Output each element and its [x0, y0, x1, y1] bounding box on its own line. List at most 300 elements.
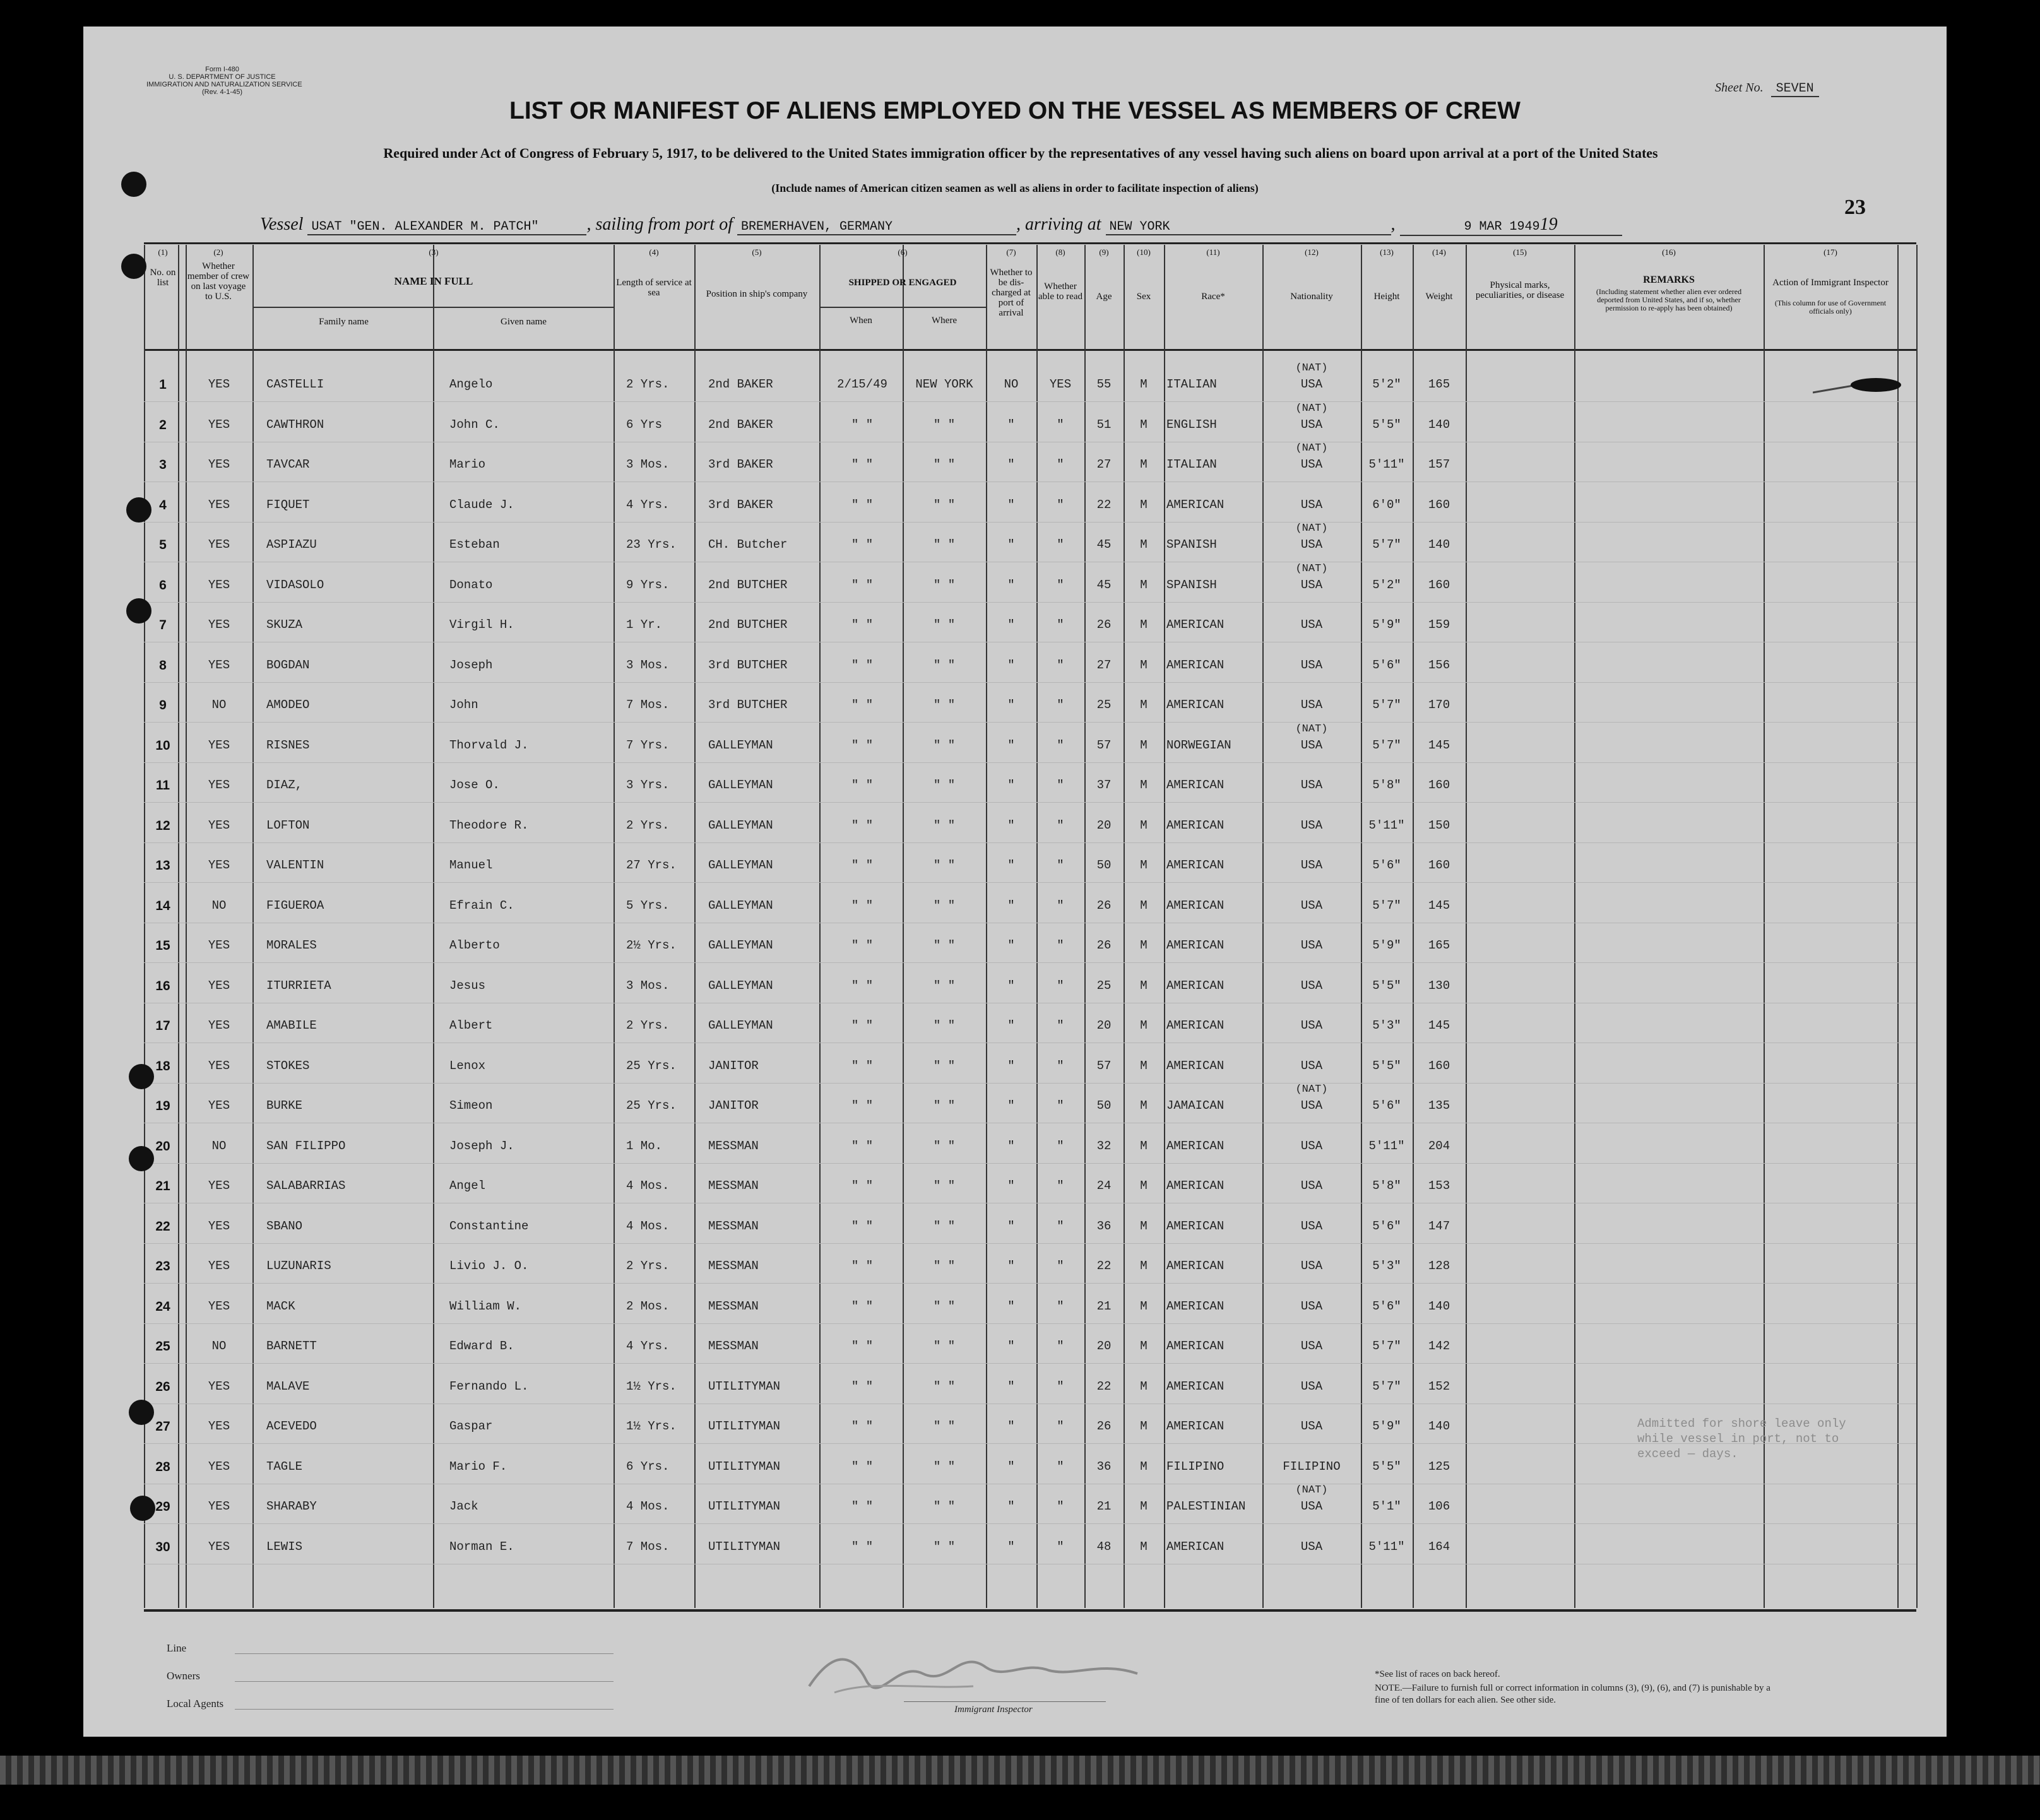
ink-mark [1813, 374, 1901, 399]
row-3-nationality: USA [1300, 458, 1323, 471]
row-11-age: 37 [1096, 778, 1112, 792]
row-11-given: Jose O. [449, 778, 500, 792]
row-4-given: Claude J. [449, 497, 514, 512]
row-3-where: " " [933, 458, 956, 471]
row-20-sex: M [1140, 1138, 1148, 1153]
row-3-family: TAVCAR [266, 458, 310, 471]
row-8-race: AMERICAN [1166, 658, 1225, 672]
row-14-prior: NO [211, 898, 227, 913]
row-rule [144, 1083, 1916, 1084]
row-23-when: " " [851, 1259, 874, 1273]
row-2-where: " " [933, 417, 956, 432]
row-8-no: 8 [159, 658, 167, 673]
row-10-discharged: " [1007, 738, 1015, 752]
row-rule [144, 1163, 1916, 1164]
row-rule [144, 1243, 1916, 1244]
row-10-race: NORWEGIAN [1166, 738, 1231, 752]
row-11-family: DIAZ, [266, 778, 303, 792]
row-19-nationality: USA [1300, 1099, 1323, 1113]
row-2-family: CAWTHRON [266, 417, 324, 432]
row-17-when: " " [851, 1019, 874, 1032]
punch-hole [130, 1496, 155, 1521]
page-number: 23 [1844, 196, 1866, 219]
row-22-where: " " [933, 1219, 956, 1233]
row-20-where: " " [933, 1138, 956, 1153]
requirement-note: (Include names of American citizen seamen as well as aliens in order to facilitate inspection of aliens) [771, 182, 1259, 194]
row-28-no: 28 [155, 1459, 170, 1474]
row-24-position: MESSMAN [708, 1299, 759, 1313]
row-30-prior: YES [208, 1539, 230, 1554]
row-20-discharged: " [1007, 1138, 1015, 1153]
film-edge-stripe [0, 1756, 2040, 1785]
col-discharged: Whether to be dis-charged at port of arrival [990, 268, 1033, 318]
row-12-read: " [1057, 818, 1064, 832]
row-15-age: 26 [1096, 938, 1112, 952]
row-21-race: AMERICAN [1166, 1179, 1225, 1193]
row-21-where: " " [933, 1179, 956, 1193]
row-10-read: " [1057, 738, 1064, 752]
punch-hole [126, 497, 151, 523]
row-13-prior: YES [208, 858, 230, 872]
row-15-position: GALLEYMAN [708, 938, 773, 952]
row-19-age: 50 [1096, 1099, 1112, 1113]
row-14-family: FIGUEROA [266, 898, 324, 913]
row-7-no: 7 [159, 618, 167, 632]
row-18-height: 5'5" [1372, 1058, 1401, 1073]
col-remarks: REMARKS [1643, 275, 1695, 285]
row-18-where: " " [933, 1058, 956, 1073]
row-3-naturalized: (NAT) [1295, 442, 1328, 454]
row-20-position: MESSMAN [708, 1138, 759, 1153]
col-height: Height [1373, 292, 1400, 302]
col-race: Race* [1201, 292, 1225, 302]
row-20-height: 5'11" [1368, 1138, 1405, 1153]
row-16-weight: 130 [1428, 978, 1450, 993]
row-21-service: 4 Mos. [626, 1179, 670, 1193]
row-23-position: MESSMAN [708, 1259, 759, 1273]
row-11-sex: M [1140, 778, 1148, 792]
row-3-no: 3 [159, 458, 167, 472]
row-14-no: 14 [155, 898, 170, 913]
row-24-family: MACK [266, 1299, 295, 1313]
row-12-prior: YES [208, 818, 230, 832]
row-21-age: 24 [1096, 1179, 1112, 1193]
inspector-label: Immigrant Inspector [954, 1705, 1033, 1715]
row-3-prior: YES [208, 458, 230, 471]
row-24-service: 2 Mos. [626, 1299, 670, 1313]
row-13-sex: M [1140, 858, 1148, 872]
row-16-sex: M [1140, 978, 1148, 993]
row-1-naturalized: (NAT) [1295, 362, 1328, 374]
row-9-height: 5'7" [1372, 698, 1401, 712]
row-23-prior: YES [208, 1259, 230, 1273]
row-28-height: 5'5" [1372, 1459, 1401, 1474]
row-rule [144, 1323, 1916, 1324]
row-2-discharged: " [1007, 417, 1015, 432]
row-15-given: Alberto [449, 938, 500, 952]
row-8-service: 3 Mos. [626, 658, 670, 672]
row-8-height: 5'6" [1372, 658, 1401, 672]
row-4-where: " " [933, 497, 956, 512]
row-29-weight: 106 [1428, 1499, 1450, 1513]
row-10-sex: M [1140, 738, 1148, 752]
row-16-race: AMERICAN [1166, 978, 1225, 993]
row-14-age: 26 [1096, 898, 1112, 913]
row-13-race: AMERICAN [1166, 858, 1225, 872]
row-4-nationality: USA [1300, 497, 1323, 512]
row-30-discharged: " [1007, 1539, 1015, 1554]
row-23-discharged: " [1007, 1259, 1015, 1273]
row-6-age: 45 [1096, 577, 1112, 592]
row-28-where: " " [933, 1459, 956, 1474]
row-16-where: " " [933, 978, 956, 993]
row-7-service: 1 Yr. [626, 618, 663, 632]
row-1-where: NEW YORK [915, 377, 973, 391]
row-9-family: AMODEO [266, 698, 310, 712]
row-6-no: 6 [159, 577, 167, 593]
row-12-height: 5'11" [1368, 818, 1405, 832]
row-14-when: " " [851, 898, 874, 913]
row-22-sex: M [1140, 1219, 1148, 1233]
row-12-race: AMERICAN [1166, 818, 1225, 832]
row-29-where: " " [933, 1499, 956, 1513]
row-11-service: 3 Yrs. [626, 778, 670, 792]
row-12-where: " " [933, 818, 956, 832]
row-21-discharged: " [1007, 1179, 1015, 1193]
col-physical-marks: Physical marks, peculiarities, or disease [1475, 280, 1565, 300]
row-19-race: JAMAICAN [1166, 1099, 1225, 1113]
row-26-height: 5'7" [1372, 1379, 1401, 1393]
row-rule [144, 682, 1916, 683]
row-17-discharged: " [1007, 1019, 1015, 1032]
row-rule [144, 1363, 1916, 1364]
row-27-given: Gaspar [449, 1419, 493, 1433]
row-16-read: " [1057, 978, 1064, 993]
row-20-service: 1 Mo. [626, 1138, 663, 1153]
row-19-no: 19 [155, 1099, 170, 1113]
row-21-position: MESSMAN [708, 1179, 759, 1193]
row-17-height: 5'3" [1372, 1019, 1401, 1032]
row-24-sex: M [1140, 1299, 1148, 1313]
row-10-nationality: USA [1300, 738, 1323, 752]
row-12-service: 2 Yrs. [626, 818, 670, 832]
row-27-family: ACEVEDO [266, 1419, 317, 1433]
row-25-family: BARNETT [266, 1339, 317, 1353]
row-11-read: " [1057, 778, 1064, 792]
row-3-service: 3 Mos. [626, 458, 670, 471]
row-8-weight: 156 [1428, 658, 1450, 672]
row-25-position: MESSMAN [708, 1339, 759, 1353]
row-3-height: 5'11" [1368, 458, 1405, 471]
row-15-sex: M [1140, 938, 1148, 952]
row-20-no: 20 [155, 1138, 170, 1154]
col-position: Position in ship's company [706, 289, 808, 299]
row-13-nationality: USA [1300, 858, 1323, 872]
row-12-position: GALLEYMAN [708, 818, 773, 832]
row-4-height: 6'0" [1372, 497, 1401, 512]
row-17-no: 17 [155, 1019, 170, 1033]
row-19-position: JANITOR [708, 1099, 759, 1113]
row-24-nationality: USA [1300, 1299, 1323, 1313]
row-14-given: Efrain C. [449, 898, 514, 913]
row-17-weight: 145 [1428, 1019, 1450, 1032]
row-7-age: 26 [1096, 618, 1112, 632]
row-12-given: Theodore R. [449, 818, 529, 832]
row-7-nationality: USA [1300, 618, 1323, 632]
row-8-when: " " [851, 658, 874, 672]
row-2-read: " [1057, 417, 1064, 432]
row-24-discharged: " [1007, 1299, 1015, 1313]
col-age: Age [1096, 292, 1112, 302]
row-1-family: CASTELLI [266, 377, 324, 391]
row-9-weight: 170 [1428, 698, 1450, 712]
row-6-race: SPANISH [1166, 577, 1217, 592]
row-2-position: 2nd BAKER [708, 417, 773, 432]
row-24-no: 24 [155, 1299, 170, 1314]
row-6-when: " " [851, 577, 874, 592]
row-13-age: 50 [1096, 858, 1112, 872]
row-13-height: 5'6" [1372, 858, 1401, 872]
footer-agents-label: Local Agents [167, 1698, 224, 1710]
row-18-no: 18 [155, 1058, 170, 1073]
row-15-height: 5'9" [1372, 938, 1401, 952]
departure-port: BREMERHAVEN, GERMANY [737, 220, 1016, 235]
row-21-family: SALABARRIAS [266, 1179, 346, 1193]
row-19-prior: YES [208, 1099, 230, 1113]
row-3-weight: 157 [1428, 458, 1450, 471]
row-28-sex: M [1140, 1459, 1148, 1474]
row-17-sex: M [1140, 1019, 1148, 1032]
row-12-family: LOFTON [266, 818, 310, 832]
row-3-age: 27 [1096, 458, 1112, 471]
row-28-nationality: FILIPINO [1283, 1459, 1341, 1474]
row-25-nationality: USA [1300, 1339, 1323, 1353]
row-16-discharged: " [1007, 978, 1015, 993]
row-9-age: 25 [1096, 698, 1112, 712]
row-17-where: " " [933, 1019, 956, 1032]
row-28-remark: Admitted for shore leave only while vessel in port, not to exceed — days. [1637, 1417, 1846, 1461]
row-7-height: 5'9" [1372, 618, 1401, 632]
row-23-nationality: USA [1300, 1259, 1323, 1273]
row-2-no: 2 [159, 417, 167, 432]
row-8-family: BOGDAN [266, 658, 310, 672]
row-1-no: 1 [159, 377, 167, 392]
row-6-naturalized: (NAT) [1295, 562, 1328, 575]
row-18-discharged: " [1007, 1058, 1015, 1073]
row-12-sex: M [1140, 818, 1148, 832]
row-13-family: VALENTIN [266, 858, 324, 872]
row-6-family: VIDASOLO [266, 577, 324, 592]
row-11-nationality: USA [1300, 778, 1323, 792]
row-30-when: " " [851, 1539, 874, 1554]
row-2-race: ENGLISH [1166, 417, 1217, 432]
row-12-when: " " [851, 818, 874, 832]
row-23-weight: 128 [1428, 1259, 1450, 1273]
footer-divider [144, 1609, 1916, 1612]
punch-hole [121, 254, 146, 279]
row-15-discharged: " [1007, 938, 1015, 952]
row-10-position: GALLEYMAN [708, 738, 773, 752]
row-27-prior: YES [208, 1419, 230, 1433]
row-8-where: " " [933, 658, 956, 672]
row-14-race: AMERICAN [1166, 898, 1225, 913]
row-27-race: AMERICAN [1166, 1419, 1225, 1433]
row-10-no: 10 [155, 738, 170, 753]
row-25-no: 25 [155, 1339, 170, 1354]
row-7-race: AMERICAN [1166, 618, 1225, 632]
row-8-age: 27 [1096, 658, 1112, 672]
row-5-discharged: " [1007, 538, 1015, 552]
row-8-given: Joseph [449, 658, 493, 672]
form-id: Form I-480 U. S. DEPARTMENT OF JUSTICE IMMIGRATION AND NATURALIZATION SERVICE (Rev. 4-1-45) [146, 66, 302, 96]
row-24-race: AMERICAN [1166, 1299, 1225, 1313]
row-9-given: John [449, 698, 478, 712]
row-23-where: " " [933, 1259, 956, 1273]
row-24-prior: YES [208, 1299, 230, 1313]
row-2-given: John C. [449, 417, 500, 432]
col-where: Where [932, 316, 957, 326]
row-29-when: " " [851, 1499, 874, 1513]
row-14-position: GALLEYMAN [708, 898, 773, 913]
requirement-text: Required under Act of Congress of February 5, 1917, to be delivered to the United States immigration officer by the representatives of any vessel having such aliens on board upon arrival at a port of the United States [383, 145, 1658, 161]
row-5-service: 23 Yrs. [626, 538, 677, 552]
row-27-where: " " [933, 1419, 956, 1433]
row-6-where: " " [933, 577, 956, 592]
row-24-where: " " [933, 1299, 956, 1313]
row-7-prior: YES [208, 618, 230, 632]
row-27-read: " [1057, 1419, 1064, 1433]
row-5-no: 5 [159, 538, 167, 552]
row-22-family: SBANO [266, 1219, 303, 1233]
footer-owners-label: Owners [167, 1670, 200, 1682]
row-4-discharged: " [1007, 497, 1015, 512]
row-23-service: 2 Yrs. [626, 1259, 670, 1273]
row-27-service: 1½ Yrs. [626, 1419, 677, 1433]
row-18-read: " [1057, 1058, 1064, 1073]
row-18-service: 25 Yrs. [626, 1058, 677, 1073]
row-28-service: 6 Yrs. [626, 1459, 670, 1474]
row-4-race: AMERICAN [1166, 497, 1225, 512]
punch-hole [129, 1400, 154, 1425]
row-27-discharged: " [1007, 1419, 1015, 1433]
row-4-weight: 160 [1428, 497, 1450, 512]
row-9-when: " " [851, 698, 874, 712]
row-4-position: 3rd BAKER [708, 497, 773, 512]
row-1-prior: YES [208, 377, 230, 391]
col-family-name: Family name [319, 317, 369, 327]
row-20-nationality: USA [1300, 1138, 1323, 1153]
row-23-age: 22 [1096, 1259, 1112, 1273]
row-11-prior: YES [208, 778, 230, 792]
row-11-position: GALLEYMAN [708, 778, 773, 792]
row-2-when: " " [851, 417, 874, 432]
row-5-naturalized: (NAT) [1295, 523, 1328, 535]
row-30-race: AMERICAN [1166, 1539, 1225, 1554]
row-18-weight: 160 [1428, 1058, 1450, 1073]
punch-hole [121, 172, 146, 197]
row-1-sex: M [1140, 377, 1148, 391]
row-22-height: 5'6" [1372, 1219, 1401, 1233]
row-14-where: " " [933, 898, 956, 913]
row-9-read: " [1057, 698, 1064, 712]
row-13-no: 13 [155, 858, 170, 873]
row-16-when: " " [851, 978, 874, 993]
row-21-when: " " [851, 1179, 874, 1193]
row-rule [144, 1283, 1916, 1284]
row-1-given: Angelo [449, 377, 493, 391]
row-11-discharged: " [1007, 778, 1015, 792]
row-29-naturalized: (NAT) [1295, 1484, 1328, 1496]
row-17-age: 20 [1096, 1019, 1112, 1032]
row-25-read: " [1057, 1339, 1064, 1353]
row-30-read: " [1057, 1539, 1064, 1554]
row-16-given: Jesus [449, 978, 486, 993]
row-1-discharged: NO [1004, 377, 1019, 391]
row-1-service: 2 Yrs. [626, 377, 670, 391]
row-23-read: " [1057, 1259, 1064, 1273]
row-18-nationality: USA [1300, 1058, 1323, 1073]
row-3-read: " [1057, 458, 1064, 471]
row-10-when: " " [851, 738, 874, 752]
row-6-service: 9 Yrs. [626, 577, 670, 592]
row-25-prior: NO [211, 1339, 227, 1353]
row-11-height: 5'8" [1372, 778, 1401, 792]
row-3-sex: M [1140, 458, 1148, 471]
row-30-age: 48 [1096, 1539, 1112, 1554]
row-13-service: 27 Yrs. [626, 858, 677, 872]
row-rule [144, 962, 1916, 963]
row-8-sex: M [1140, 658, 1148, 672]
vessel-name: USAT "GEN. ALEXANDER M. PATCH" [307, 220, 586, 235]
row-8-position: 3rd BUTCHER [708, 658, 788, 672]
row-23-family: LUZUNARIS [266, 1259, 331, 1273]
row-10-given: Thorvald J. [449, 738, 529, 752]
row-24-read: " [1057, 1299, 1064, 1313]
row-29-height: 5'1" [1372, 1499, 1401, 1513]
row-28-family: TAGLE [266, 1459, 303, 1474]
row-4-prior: YES [208, 497, 230, 512]
row-16-prior: YES [208, 978, 230, 993]
row-rule [144, 401, 1916, 402]
row-27-nationality: USA [1300, 1419, 1323, 1433]
row-22-discharged: " [1007, 1219, 1015, 1233]
row-22-position: MESSMAN [708, 1219, 759, 1233]
row-4-sex: M [1140, 497, 1148, 512]
row-24-age: 21 [1096, 1299, 1112, 1313]
row-29-read: " [1057, 1499, 1064, 1513]
sheet-number: Sheet No. SEVEN [1715, 81, 1819, 96]
row-28-discharged: " [1007, 1459, 1015, 1474]
row-11-weight: 160 [1428, 778, 1450, 792]
row-16-service: 3 Mos. [626, 978, 670, 993]
footer-line-label: Line [167, 1642, 187, 1654]
row-26-sex: M [1140, 1379, 1148, 1393]
col-given-name: Given name [501, 317, 547, 327]
row-30-service: 7 Mos. [626, 1539, 670, 1554]
row-24-weight: 140 [1428, 1299, 1450, 1313]
col-service: Length of service at sea [616, 278, 692, 298]
row-6-read: " [1057, 577, 1064, 592]
row-19-when: " " [851, 1099, 874, 1113]
row-13-when: " " [851, 858, 874, 872]
row-2-service: 6 Yrs [626, 417, 663, 432]
row-rule [144, 842, 1916, 843]
row-15-family: MORALES [266, 938, 317, 952]
row-15-read: " [1057, 938, 1064, 952]
row-26-where: " " [933, 1379, 956, 1393]
row-rule [144, 882, 1916, 883]
row-7-given: Virgil H. [449, 618, 514, 632]
